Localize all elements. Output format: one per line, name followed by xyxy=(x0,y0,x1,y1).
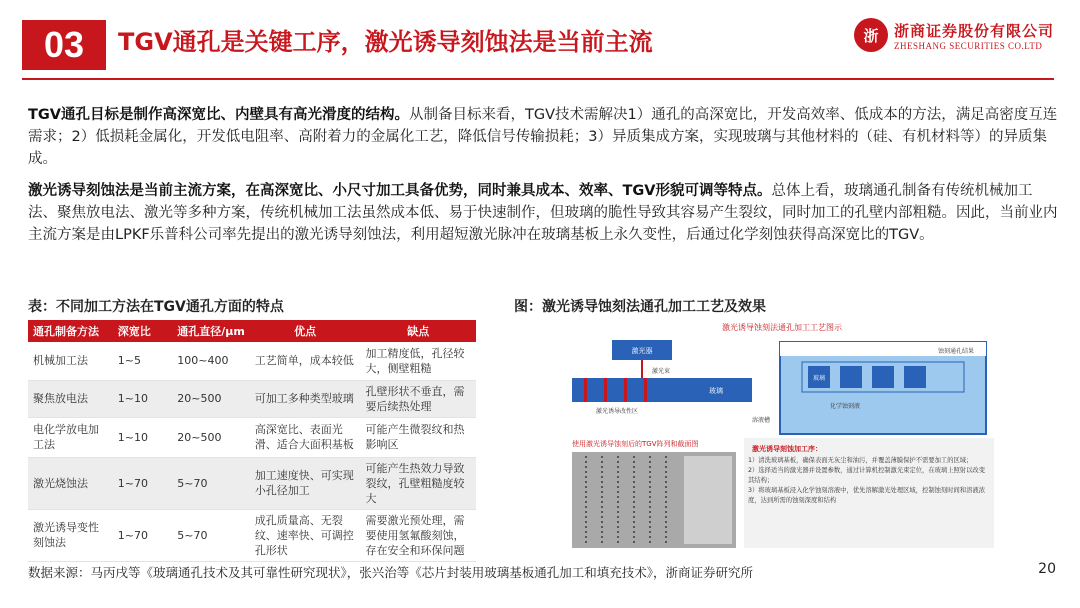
etchant-label: 化学蚀刻液 xyxy=(830,403,861,410)
paragraph-laser-etch xyxy=(28,180,1060,246)
table-row xyxy=(28,380,476,417)
table-cell: 加工精度低，孔径较大，侧壁粗糙 xyxy=(360,342,476,380)
table-header-cell: 通孔制备方法 xyxy=(28,320,113,342)
page-title: TGV通孔是关键工序，激光诱导刻蚀法是当前主流 xyxy=(118,28,653,56)
laser-beam-label: 激光束 xyxy=(652,368,671,375)
figure-title: 图：激光诱导蚀刻法通孔加工工艺及效果 xyxy=(514,299,766,315)
etch-tank-label: 溶液槽 xyxy=(752,417,771,424)
methods-comparison-table xyxy=(28,320,476,562)
modified-channel xyxy=(604,378,607,402)
table-cell: 1~10 xyxy=(113,380,173,417)
table-header-row xyxy=(28,320,476,342)
modified-channel xyxy=(624,378,627,402)
table-cell: 1~10 xyxy=(113,417,173,457)
diagram-title: 激光诱导蚀刻法通孔加工工艺图示 xyxy=(722,323,842,332)
table-cell: 5~70 xyxy=(172,509,250,561)
table-row xyxy=(28,417,476,457)
table-cell: 1~70 xyxy=(113,509,173,561)
glass-piece xyxy=(904,366,926,388)
table-row xyxy=(28,342,476,380)
header-divider xyxy=(22,78,1054,80)
table-cell: 聚焦放电法 xyxy=(28,380,113,417)
paragraph-lead: TGV通孔目标是制作高深宽比、内壁具有高光滑度的结构。 xyxy=(28,107,410,123)
table-cell: 20~500 xyxy=(172,380,250,417)
table-cell: 机械加工法 xyxy=(28,342,113,380)
table-cell: 加工速度快、可实现小孔径加工 xyxy=(250,457,361,509)
glass-in-tank-label: 玻璃 xyxy=(812,375,826,382)
table-header-cell: 深宽比 xyxy=(113,320,173,342)
micrograph-title: 使用激光诱导蚀刻后的TGV阵列和截面图 xyxy=(572,440,699,448)
table-cell: 高深宽比、表面光滑、适合大面积基板 xyxy=(250,417,361,457)
table-header-cell: 缺点 xyxy=(360,320,476,342)
modified-zone-label: 激光诱导改性区 xyxy=(596,408,639,415)
table-cell: 孔壁形状不垂直，需要后续热处理 xyxy=(360,380,476,417)
table-title: 表：不同加工方法在TGV通孔方面的特点 xyxy=(28,299,284,315)
table-cell: 1~70 xyxy=(113,457,173,509)
logo-chinese-name: 浙商证券股份有限公司 xyxy=(893,21,1054,40)
section-number-badge: 03 xyxy=(22,20,106,70)
paragraph-body: 从制备目标来看，TGV技术需解决1）通孔的高深宽比，开发高效率、低成本的方法，满足高密度互连需求；2）低损耗金属化，开发低电阻率、高附着力的金属化工艺，降低信号传输损耗；3）异质集成方案，实现玻璃与其他材料的（硅、有机材料等）的异质集成。 xyxy=(28,107,1058,167)
table-cell: 可能产生热效力导致裂纹，孔壁粗糙度较大 xyxy=(360,457,476,509)
glass-piece xyxy=(872,366,894,388)
table-row xyxy=(28,509,476,561)
table-header-cell: 通孔直径/μm xyxy=(172,320,250,342)
table-header-cell: 优点 xyxy=(250,320,361,342)
table-row xyxy=(28,457,476,509)
glass-piece xyxy=(840,366,862,388)
paragraph-lead: 激光诱导刻蚀法是当前主流方案，在高深宽比、小尺寸加工具备优势，同时兼具成本、效率、TGV形貌可调等特点。 xyxy=(28,183,772,199)
table-cell: 需要激光预处理，需要使用氢氟酸刻蚀，存在安全和环保问题 xyxy=(360,509,476,561)
tgv-cross-section xyxy=(684,456,732,544)
table-cell: 可能产生微裂纹和热影响区 xyxy=(360,417,476,457)
table-cell: 20~500 xyxy=(172,417,250,457)
logo-english-name: ZHESHANG SECURITIES CO.LTD xyxy=(893,40,1043,51)
table-cell: 1~5 xyxy=(113,342,173,380)
process-steps-text xyxy=(748,456,990,548)
table-cell: 电化学放电加工法 xyxy=(28,417,113,457)
table-cell: 5~70 xyxy=(172,457,250,509)
modified-channel xyxy=(644,378,647,402)
process-step: 2）选择适当的激光器并设置参数，通过计算机控制激光束定位，在玻璃上照射以改变其结构； xyxy=(748,467,985,484)
table-cell: 激光烧蚀法 xyxy=(28,457,113,509)
modified-channel xyxy=(584,378,587,402)
paragraph-tgv-goal xyxy=(28,104,1060,170)
data-source-note: 数据来源：马丙戌等《玻璃通孔技术及其可靠性研究现状》，张兴治等《芯片封装用玻璃基板通孔加工和填充技术》，浙商证券研究所 xyxy=(28,565,754,580)
zheshang-logo-icon: 浙 xyxy=(854,18,888,52)
table-cell: 工艺简单，成本较低 xyxy=(250,342,361,380)
process-step: 1）清洗玻璃基板，确保表面无灰尘和油污，并覆盖薄膜保护不需要加工的区域； xyxy=(748,457,973,464)
page-number: 20 xyxy=(1038,561,1056,577)
glass-substrate-shape xyxy=(572,378,752,402)
laser-etch-process-figure xyxy=(566,318,998,550)
laser-head-label: 激光器 xyxy=(631,347,653,355)
paragraph-body: 总体上看，玻璃通孔制备有传统机械加工法、聚焦放电法、激光等多种方案，传统机械加工法虽然成本低、易于快速制作，但玻璃的脆性导致其容易产生裂纹，同时加工的孔壁内部粗糙。因此，当前业内主流方案是由LPKF乐普科公司率先提出的激光诱导刻蚀法，利用超短激光脉冲在玻璃基板上永久变性，后通过化学刻蚀获得高深宽比的TGV。 xyxy=(28,183,1058,243)
table-cell: 成孔质量高、无裂纹、速率快、可调控孔形状 xyxy=(250,509,361,561)
table-cell: 激光诱导变性刻蚀法 xyxy=(28,509,113,561)
glass-label: 玻璃 xyxy=(709,387,723,395)
table-cell: 100~400 xyxy=(172,342,250,380)
process-steps-title: 激光诱导刻蚀加工序： xyxy=(752,445,822,453)
etch-result-label: 蚀刻通孔结果 xyxy=(938,348,975,355)
process-step: 3）将玻璃基板浸入化学蚀刻溶液中，优先溶解激光处理区域，控制蚀刻时间和溶液浓度，达到所需的蚀刻深度和结构 xyxy=(748,487,985,504)
company-logo xyxy=(854,18,1054,52)
table-cell: 可加工多种类型玻璃 xyxy=(250,380,361,417)
